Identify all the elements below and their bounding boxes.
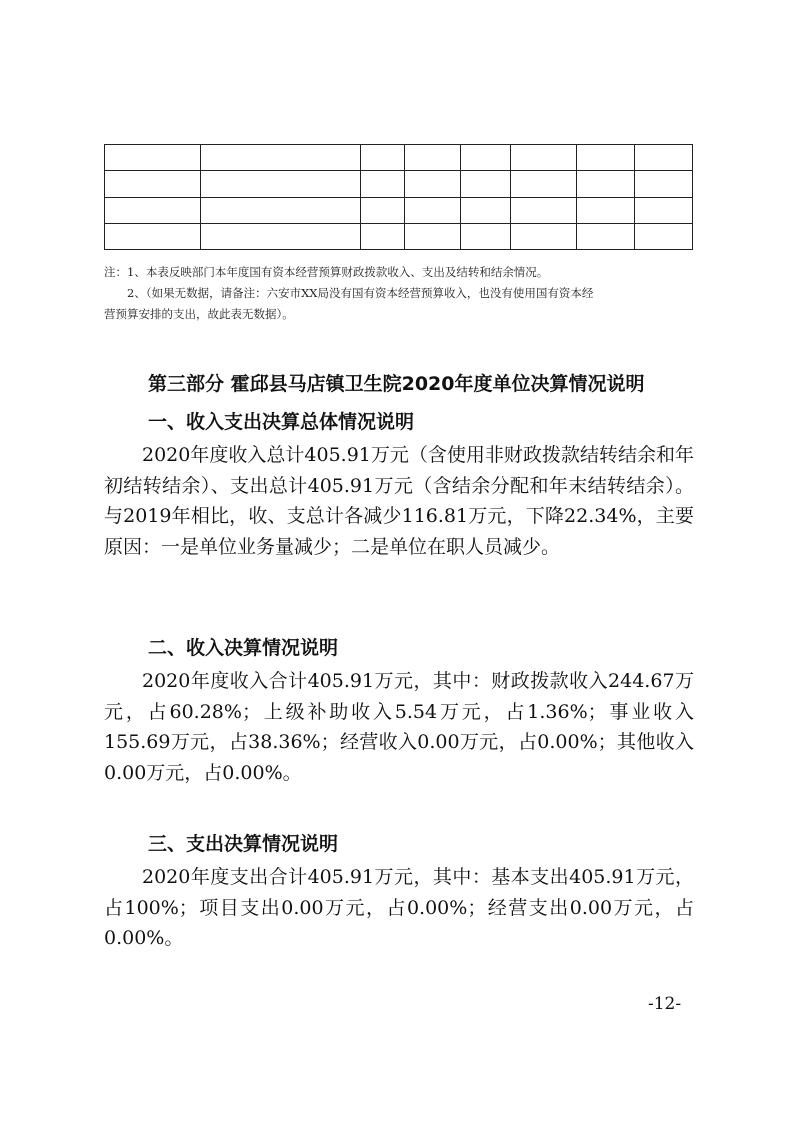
table-cell: [511, 223, 577, 249]
table-cell: [577, 145, 635, 171]
table-row: [105, 171, 693, 197]
table-cell: [635, 145, 693, 171]
table-cell: [201, 171, 361, 197]
section1-paragraph: 2020年度收入总计405.91万元（含使用非财政拨款结转结余和年初结转结余）、支出总计405.91万元（含结余分配和年末结转结余）。与2019年相比，收、支总计各减少116.81万元，下降22.34%，主要原因：一是单位业务量减少；二是单位在职人员减少。: [104, 444, 694, 558]
part3-title: 第三部分 霍邱县马店镇卫生院2020年度单位决算情况说明: [148, 373, 645, 395]
table-cell: [635, 197, 693, 223]
section2-body: [104, 666, 694, 788]
table-cell: [405, 223, 461, 249]
table-cell: [577, 171, 635, 197]
table-cell: [405, 197, 461, 223]
section3-paragraph: 2020年度支出合计405.91万元，其中：基本支出405.91万元，占100%；项目支出0.00万元，占0.00%；经营支出0.00万元，占0.00%。: [104, 866, 694, 949]
table-cell: [361, 197, 405, 223]
section1-heading: 一、收入支出决算总体情况说明: [148, 411, 415, 433]
section1-body: [104, 440, 694, 562]
section3-heading: 三、支出决算情况说明: [148, 833, 339, 855]
table-cell: [201, 223, 361, 249]
table-cell: [461, 197, 511, 223]
table-cell: [201, 197, 361, 223]
table-cell: [105, 223, 201, 249]
table-cell: [405, 171, 461, 197]
table-cell: [461, 223, 511, 249]
section3-body: [104, 862, 694, 954]
table-cell: [105, 145, 201, 171]
section2-paragraph: 2020年度收入合计405.91万元，其中：财政拨款收入244.67万元，占60.28%；上级补助收入5.54万元，占1.36%；事业收入155.69万元，占38.36%；经营收入0.00万元，占0.00%；其他收入0.00万元，占0.00%。: [104, 670, 694, 784]
table-cell: [105, 197, 201, 223]
table-cell: [361, 223, 405, 249]
table-row: [105, 197, 693, 223]
table-note-2: 2、（如果无数据，请备注：六安市XX局没有国有资本经营预算收入，也没有使用国有资本经: [127, 286, 594, 300]
table-cell: [511, 197, 577, 223]
table-row: [105, 223, 693, 249]
table-cell: [635, 223, 693, 249]
table-cell: [361, 171, 405, 197]
table-cell: [405, 145, 461, 171]
page-number: -12-: [648, 994, 682, 1014]
table-cell: [577, 197, 635, 223]
section2-heading: 二、收入决算情况说明: [148, 637, 339, 659]
table-cell: [635, 171, 693, 197]
empty-data-table: [104, 144, 693, 250]
table-cell: [577, 223, 635, 249]
table-cell: [461, 145, 511, 171]
table-cell: [511, 171, 577, 197]
table-row: [105, 145, 693, 171]
table-cell: [105, 171, 201, 197]
table-cell: [461, 171, 511, 197]
table-cell: [361, 145, 405, 171]
table-note-3: 营预算安排的支出，故此表无数据）。: [104, 307, 294, 321]
table-cell: [511, 145, 577, 171]
table-note-1: 注：1、本表反映部门本年度国有资本经营预算财政拨款收入、支出及结转和结余情况。: [104, 265, 549, 279]
table-cell: [201, 145, 361, 171]
